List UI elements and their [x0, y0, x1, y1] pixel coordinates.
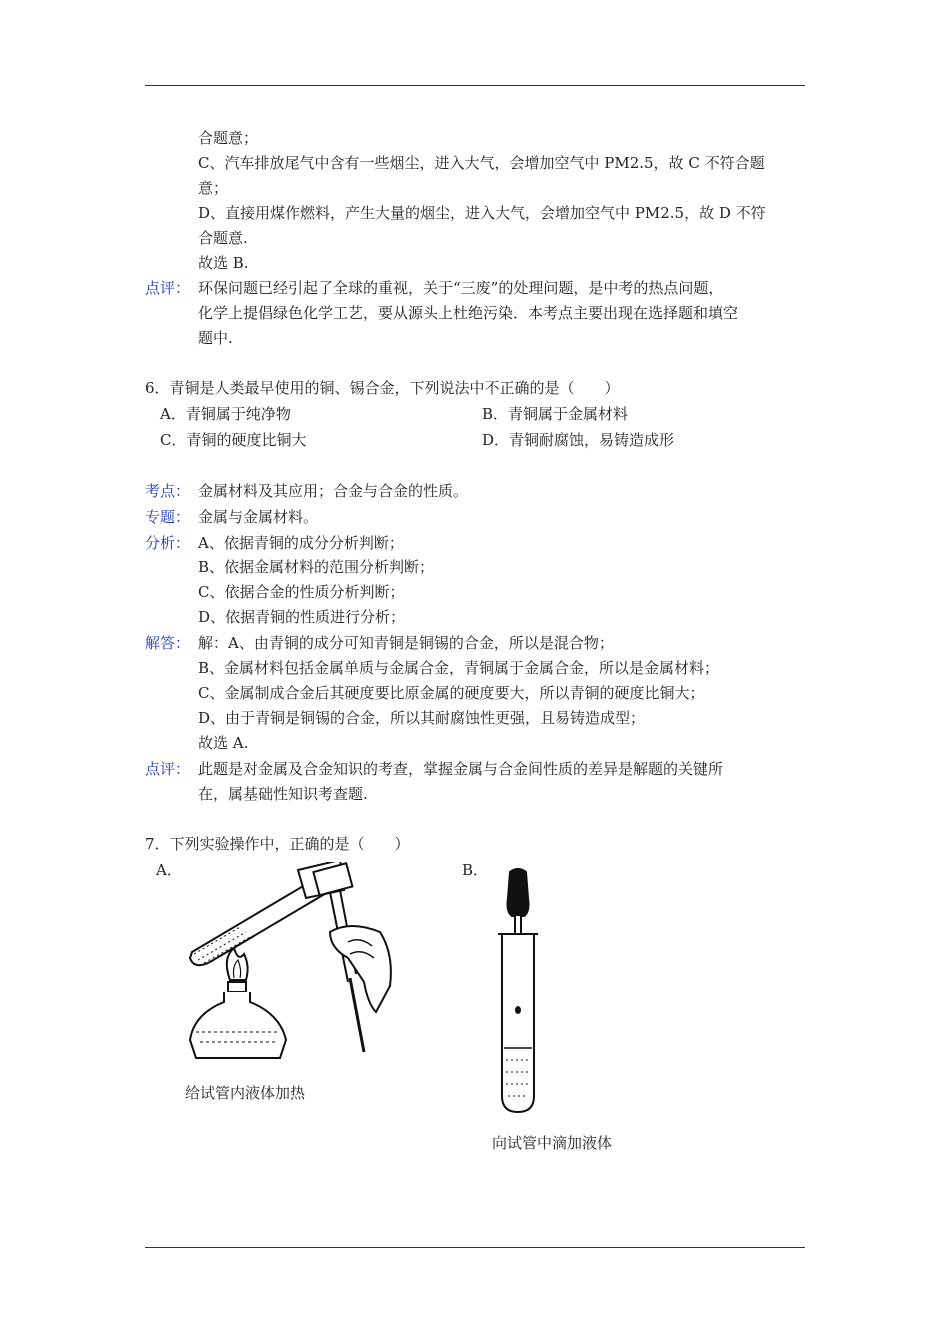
q6-dianping-2: 在，属基础性知识考查题. [198, 785, 368, 803]
q6-jieda-2: B、金属材料包括金属单质与金属合金，青铜属于金属合金，所以是金属材料； [198, 659, 720, 677]
prev-line-1: 合题意； [198, 129, 259, 147]
q6-zhuanti-label: 专题： [145, 508, 191, 526]
q6-fenxi-2: B、依据金属材料的范围分析判断； [198, 558, 435, 576]
q6-kaodian-label: 考点： [145, 482, 191, 500]
q7-option-a-label: A． [156, 861, 182, 879]
q6-zhuanti: 金属与金属材料。 [198, 508, 319, 526]
q6-stem: 6．青铜是人类最早使用的铜、锡合金，下列说法中不正确的是（ ） [145, 379, 620, 397]
q6-jieda-label: 解答： [145, 634, 191, 652]
prev-line-3: 意； [198, 179, 229, 197]
q6-dianping-label: 点评： [145, 760, 191, 778]
q6-fenxi-4: D、依据青铜的性质进行分析； [198, 608, 406, 626]
q6-jieda-5: 故选 A. [198, 734, 249, 752]
q6-option-b: B．青铜属于金属材料 [482, 405, 629, 423]
q6-fenxi-3: C、依据合金的性质分析判断； [198, 583, 405, 601]
q7-stem: 7．下列实验操作中，正确的是（ ） [145, 835, 410, 853]
q6-option-c: C．青铜的硬度比铜大 [160, 431, 307, 449]
q7-option-b-label: B． [462, 861, 489, 879]
prev-comment-line-1: 环保问题已经引起了全球的重视，关于“三废”的处理问题，是中考的热点问题， [198, 279, 724, 297]
q6-fenxi-label: 分析： [145, 534, 191, 552]
q6-jieda-1: 解：A、由青铜的成分可知青铜是铜锡的合金，所以是混合物； [198, 634, 614, 652]
q6-jieda-4: D、由于青铜是铜锡的合金，所以其耐腐蚀性更强，且易铸造成型； [198, 709, 646, 727]
q6-option-a: A．青铜属于纯净物 [160, 405, 291, 423]
prev-line-5: 合题意. [198, 229, 248, 247]
prev-comment-line-3: 题中. [198, 329, 233, 347]
q6-kaodian: 金属材料及其应用；合金与合金的性质。 [198, 482, 469, 500]
prev-comment-label: 点评： [145, 279, 191, 297]
q7-a-caption: 给试管内液体加热 [185, 1084, 306, 1102]
q6-option-d: D．青铜耐腐蚀，易铸造成形 [482, 431, 675, 449]
q7-b-caption: 向试管中滴加液体 [492, 1134, 613, 1152]
prev-line-4: D、直接用煤作燃料，产生大量的烟尘，进入大气，会增加空气中 PM2.5，故 D 不符 [198, 204, 766, 222]
q6-fenxi-1: A、依据青铜的成分分析判断； [198, 534, 404, 552]
header-rule [145, 85, 805, 86]
q6-dianping-1: 此题是对金属及合金知识的考查，掌握金属与合金间性质的差异是解题的关键所 [198, 760, 724, 778]
dropper-test-tube-figure [488, 868, 548, 1118]
prev-comment-line-2: 化学上提倡绿色化学工艺，要从源头上杜绝污染．本考点主要出现在选择题和填空 [198, 304, 739, 322]
footer-rule [145, 1247, 805, 1248]
q6-jieda-3: C、金属制成合金后其硬度要比原金属的硬度要大，所以青铜的硬度比铜大； [198, 684, 705, 702]
heating-test-tube-figure [180, 862, 410, 1062]
prev-line-2: C、汽车排放尾气中含有一些烟尘，进入大气，会增加空气中 PM2.5，故 C 不符合题 [198, 154, 765, 172]
prev-line-6: 故选 B. [198, 254, 249, 272]
